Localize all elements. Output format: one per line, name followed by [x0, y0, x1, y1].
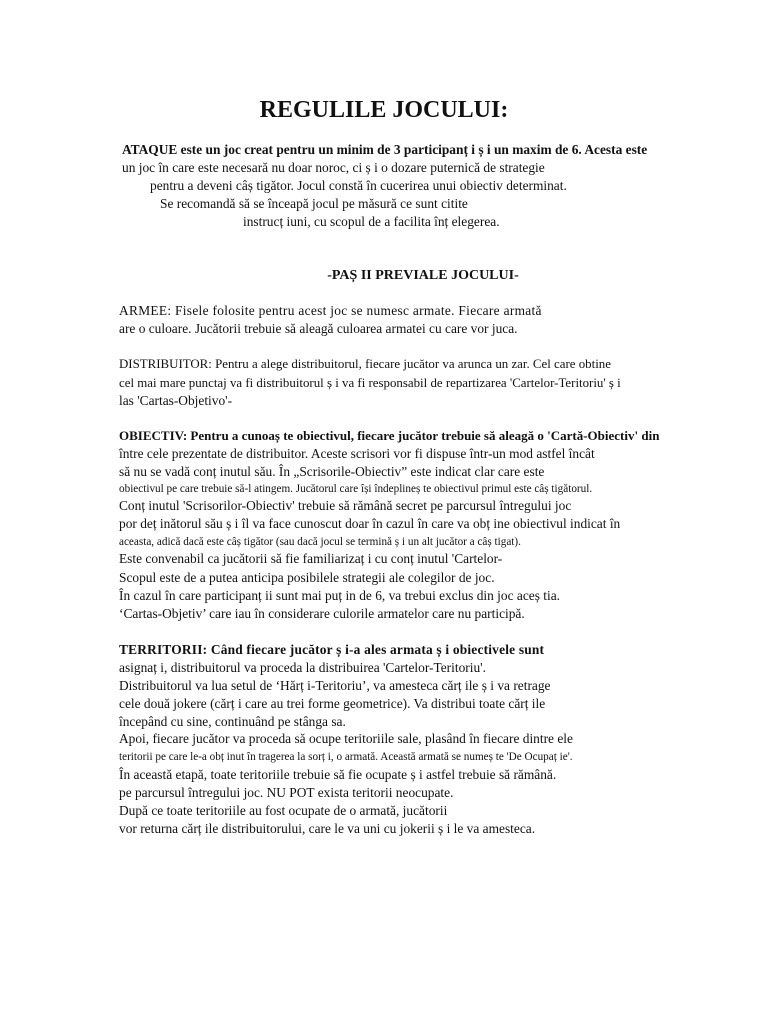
teritorii-line: În această etapă, toate teritoriile trebuie să fie ocupate ș i astfel trebuie să rămână. — [119, 767, 557, 782]
intro-line: ATAQUE este un joc creat pentru un minim de 3 participanț i ș i un maxim de 6. Acesta este — [122, 142, 648, 157]
obiectiv-line: ‘Cartas-Objetiv’ care iau în considerare culorile armatelor care nu participă. — [119, 606, 525, 621]
teritorii-line: asignaț i, distribuitorul va proceda la distribuirea 'Cartelor-Teritoriu'. — [119, 660, 486, 675]
teritorii-line: TERRITORII: Când fiecare jucător ș i-a ales armata ș i obiectivele sunt — [119, 642, 545, 657]
intro-line: un joc în care este necesară nu doar noroc, ci ș i o dozare puternică de strategie — [122, 160, 545, 175]
page-title: REGULILE JOCULUI: — [259, 97, 509, 123]
distribuitor-line: DISTRIBUITOR: Pentru a alege distribuitorul, fiecare jucător va arunca un zar. Cel care obtine — [119, 357, 611, 371]
teritorii-line: După ce toate teritoriile au fost ocupate de o armată, jucătorii — [119, 803, 448, 818]
teritorii-line: pe parcursul întregului joc. NU POT exista teritorii neocupate. — [119, 785, 454, 800]
teritorii-line: teritorii pe care le-a obț inut în tragerea la sorț i, o armată. Această armată se numeș te 'De Ocupaț ie'. — [119, 751, 573, 763]
distribuitor-line: las 'Cartas-Objetivo'- — [119, 393, 233, 408]
obiectiv-line: să nu se vadă conț inutul său. În „Scrisorile-Obiectiv” este indicat clar care este — [119, 464, 545, 479]
armee-line: ARMEE: Fisele folosite pentru acest joc se numesc armate. Fiecare armată — [119, 303, 542, 318]
teritorii-line: începând cu sine, continuând pe stânga sa. — [119, 714, 346, 729]
obiectiv-line: OBIECTIV: Pentru a cunoaș te obiectivul, fiecare jucător trebuie să aleagă o 'Cartă-Obiectiv' din — [119, 428, 660, 443]
obiectiv-line: aceasta, adică dacă este câș tigător (sau dacă jocul se termină ș i un alt jucător a câș tigat). — [119, 536, 521, 548]
teritorii-line: cele două jokere (cărț i care au trei forme geometrice). Va distribui toate cărț ile — [119, 696, 546, 711]
intro-line: instrucț iuni, cu scopul de a facilita înț elegerea. — [243, 214, 500, 229]
obiectiv-line: În cazul în care participanț ii sunt mai puț in de 6, va trebui exclus din joc aceș tia. — [119, 588, 560, 603]
armee-line: are o culoare. Jucătorii trebuie să aleagă culoarea armatei cu care vor juca. — [119, 321, 518, 336]
obiectiv-line: por deț inătorul său ș i îl va face cunoscut doar în cazul în care va obț ine obiectivul indicat în — [119, 516, 621, 531]
distribuitor-line: cel mai mare punctaj va fi distribuitorul ș i va fi responsabil de repartizarea 'Cartelor-Teritoriu' ș i — [119, 376, 621, 390]
obiectiv-line: Scopul este de a putea anticipa posibilele strategii ale colegilor de joc. — [119, 570, 495, 585]
obiectiv-line: Este convenabil ca jucătorii să fie familiarizaț i cu conț inutul 'Cartelor- — [119, 551, 503, 566]
obiectiv-line: obiectivul pe care trebuie să-l atingem. Jucătorul care își îndeplineș te obiectivul primul este câș tigătorul. — [119, 483, 593, 495]
teritorii-line: Apoi, fiecare jucător va proceda să ocupe teritoriile sale, plasând în fiecare dintre ele — [119, 731, 573, 746]
obiectiv-line: Conț inutul 'Scrisorilor-Obiectiv' trebuie să rămână secret pe parcursul întregului joc — [119, 498, 572, 513]
section-heading: -PAȘ II PREVIALE JOCULUI- — [327, 268, 519, 283]
teritorii-line: vor returna cărț ile distribuitorului, care le va uni cu jokerii ș i le va amesteca. — [119, 821, 536, 836]
intro-line: pentru a deveni câș tigător. Jocul constă în cucerirea unui obiectiv determinat. — [150, 178, 567, 193]
teritorii-line: Distribuitorul va lua setul de ‘Hărț i-Teritoriu’, va amesteca cărț ile ș i va retrage — [119, 678, 551, 693]
intro-line: Se recomandă să se înceapă jocul pe măsură ce sunt citite — [160, 196, 468, 211]
obiectiv-line: între cele prezentate de distribuitor. Aceste scrisori vor fi dispuse într-un mod astfel încât — [119, 446, 595, 461]
